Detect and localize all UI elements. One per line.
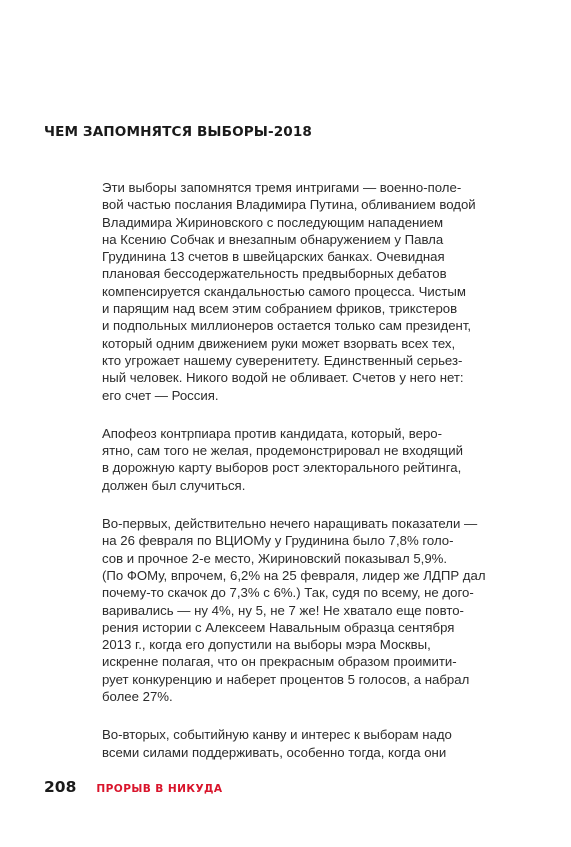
text-line: почему-то скачок до 7,3% с 6%.) Так, судя по всему, не дого-: [102, 585, 474, 601]
body-text: [102, 179, 502, 782]
text-line: сов и прочное 2-е место, Жириновский показывал 5,9%.: [102, 550, 448, 566]
text-line: искренне полагая, что он прекрасным образом проимити-: [102, 654, 457, 670]
text-line: на Ксению Собчак и внезапным обнаружением у Павла: [102, 231, 444, 247]
text-line: рует конкуренцию и наберет процентов 5 голосов, а набрал: [102, 671, 470, 687]
text-line: Эти выборы запомнятся тремя интригами — военно-поле-: [102, 180, 462, 195]
text-line: в дорожную карту выборов рост электорального рейтинга,: [102, 460, 462, 476]
text-line: должен был случиться.: [102, 477, 246, 493]
running-title: ПРОРЫВ В НИКУДА: [96, 783, 223, 795]
page-number: 208: [44, 778, 77, 796]
text-line: плановая бессодержательность предвыборных дебатов: [102, 266, 447, 282]
text-line: который одним движением руки может взорвать всех тех,: [102, 335, 456, 351]
text-line: Грудинина 13 счетов в швейцарских банках. Очевидная: [102, 249, 445, 265]
text-line: рения истории с Алексеем Навальным образца сентября: [102, 619, 455, 635]
text-line: и подпольных миллионеров остается только сам президент,: [102, 318, 472, 334]
paragraph: [102, 515, 502, 705]
text-line: всеми силами поддерживать, особенно тогда, когда они: [102, 744, 447, 760]
text-line: компенсируется скандальностью самого процесса. Чистым: [102, 283, 466, 299]
page-footer: [44, 778, 222, 796]
text-line: кто угрожает нашему суверенитету. Единственный серьез-: [102, 352, 463, 368]
text-line: более 27%.: [102, 689, 173, 705]
text-line: варивались — ну 4%, ну 5, не 7 же! Не хватало еще повто-: [102, 602, 464, 618]
chapter-heading: ЧЕМ ЗАПОМНЯТСЯ ВЫБОРЫ-2018: [44, 124, 312, 140]
text-line: ятно, сам того не желая, продемонстрировал не входящий: [102, 443, 464, 459]
text-line: Апофеоз контрпиара против кандидата, который, веро-: [102, 425, 443, 441]
text-line: и парящим над всем этим собранием фриков, трикстеров: [102, 301, 458, 317]
text-line: Во-вторых, событийную канву и интерес к выборам надо: [102, 727, 452, 743]
text-line: ный человек. Никого водой не обливает. Счетов у него нет:: [102, 370, 464, 386]
text-line: (По ФОМу, впрочем, 6,2% на 25 февраля, лидер же ЛДПР дал: [102, 567, 486, 583]
text-line: Во-первых, действительно нечего наращивать показатели —: [102, 516, 478, 532]
paragraph: [102, 179, 502, 404]
paragraph: [102, 726, 502, 761]
text-line: 2013 г., когда его допустили на выборы мэра Москвы,: [102, 637, 431, 653]
text-line: его счет — Россия.: [102, 387, 219, 403]
text-line: Владимира Жириновского с последующим нападением: [102, 214, 444, 230]
paragraph: [102, 425, 502, 494]
text-line: на 26 февраля по ВЦИОМу у Грудинина было 7,8% голо-: [102, 533, 454, 549]
text-line: вой частью послания Владимира Путина, обливанием водой: [102, 197, 476, 213]
